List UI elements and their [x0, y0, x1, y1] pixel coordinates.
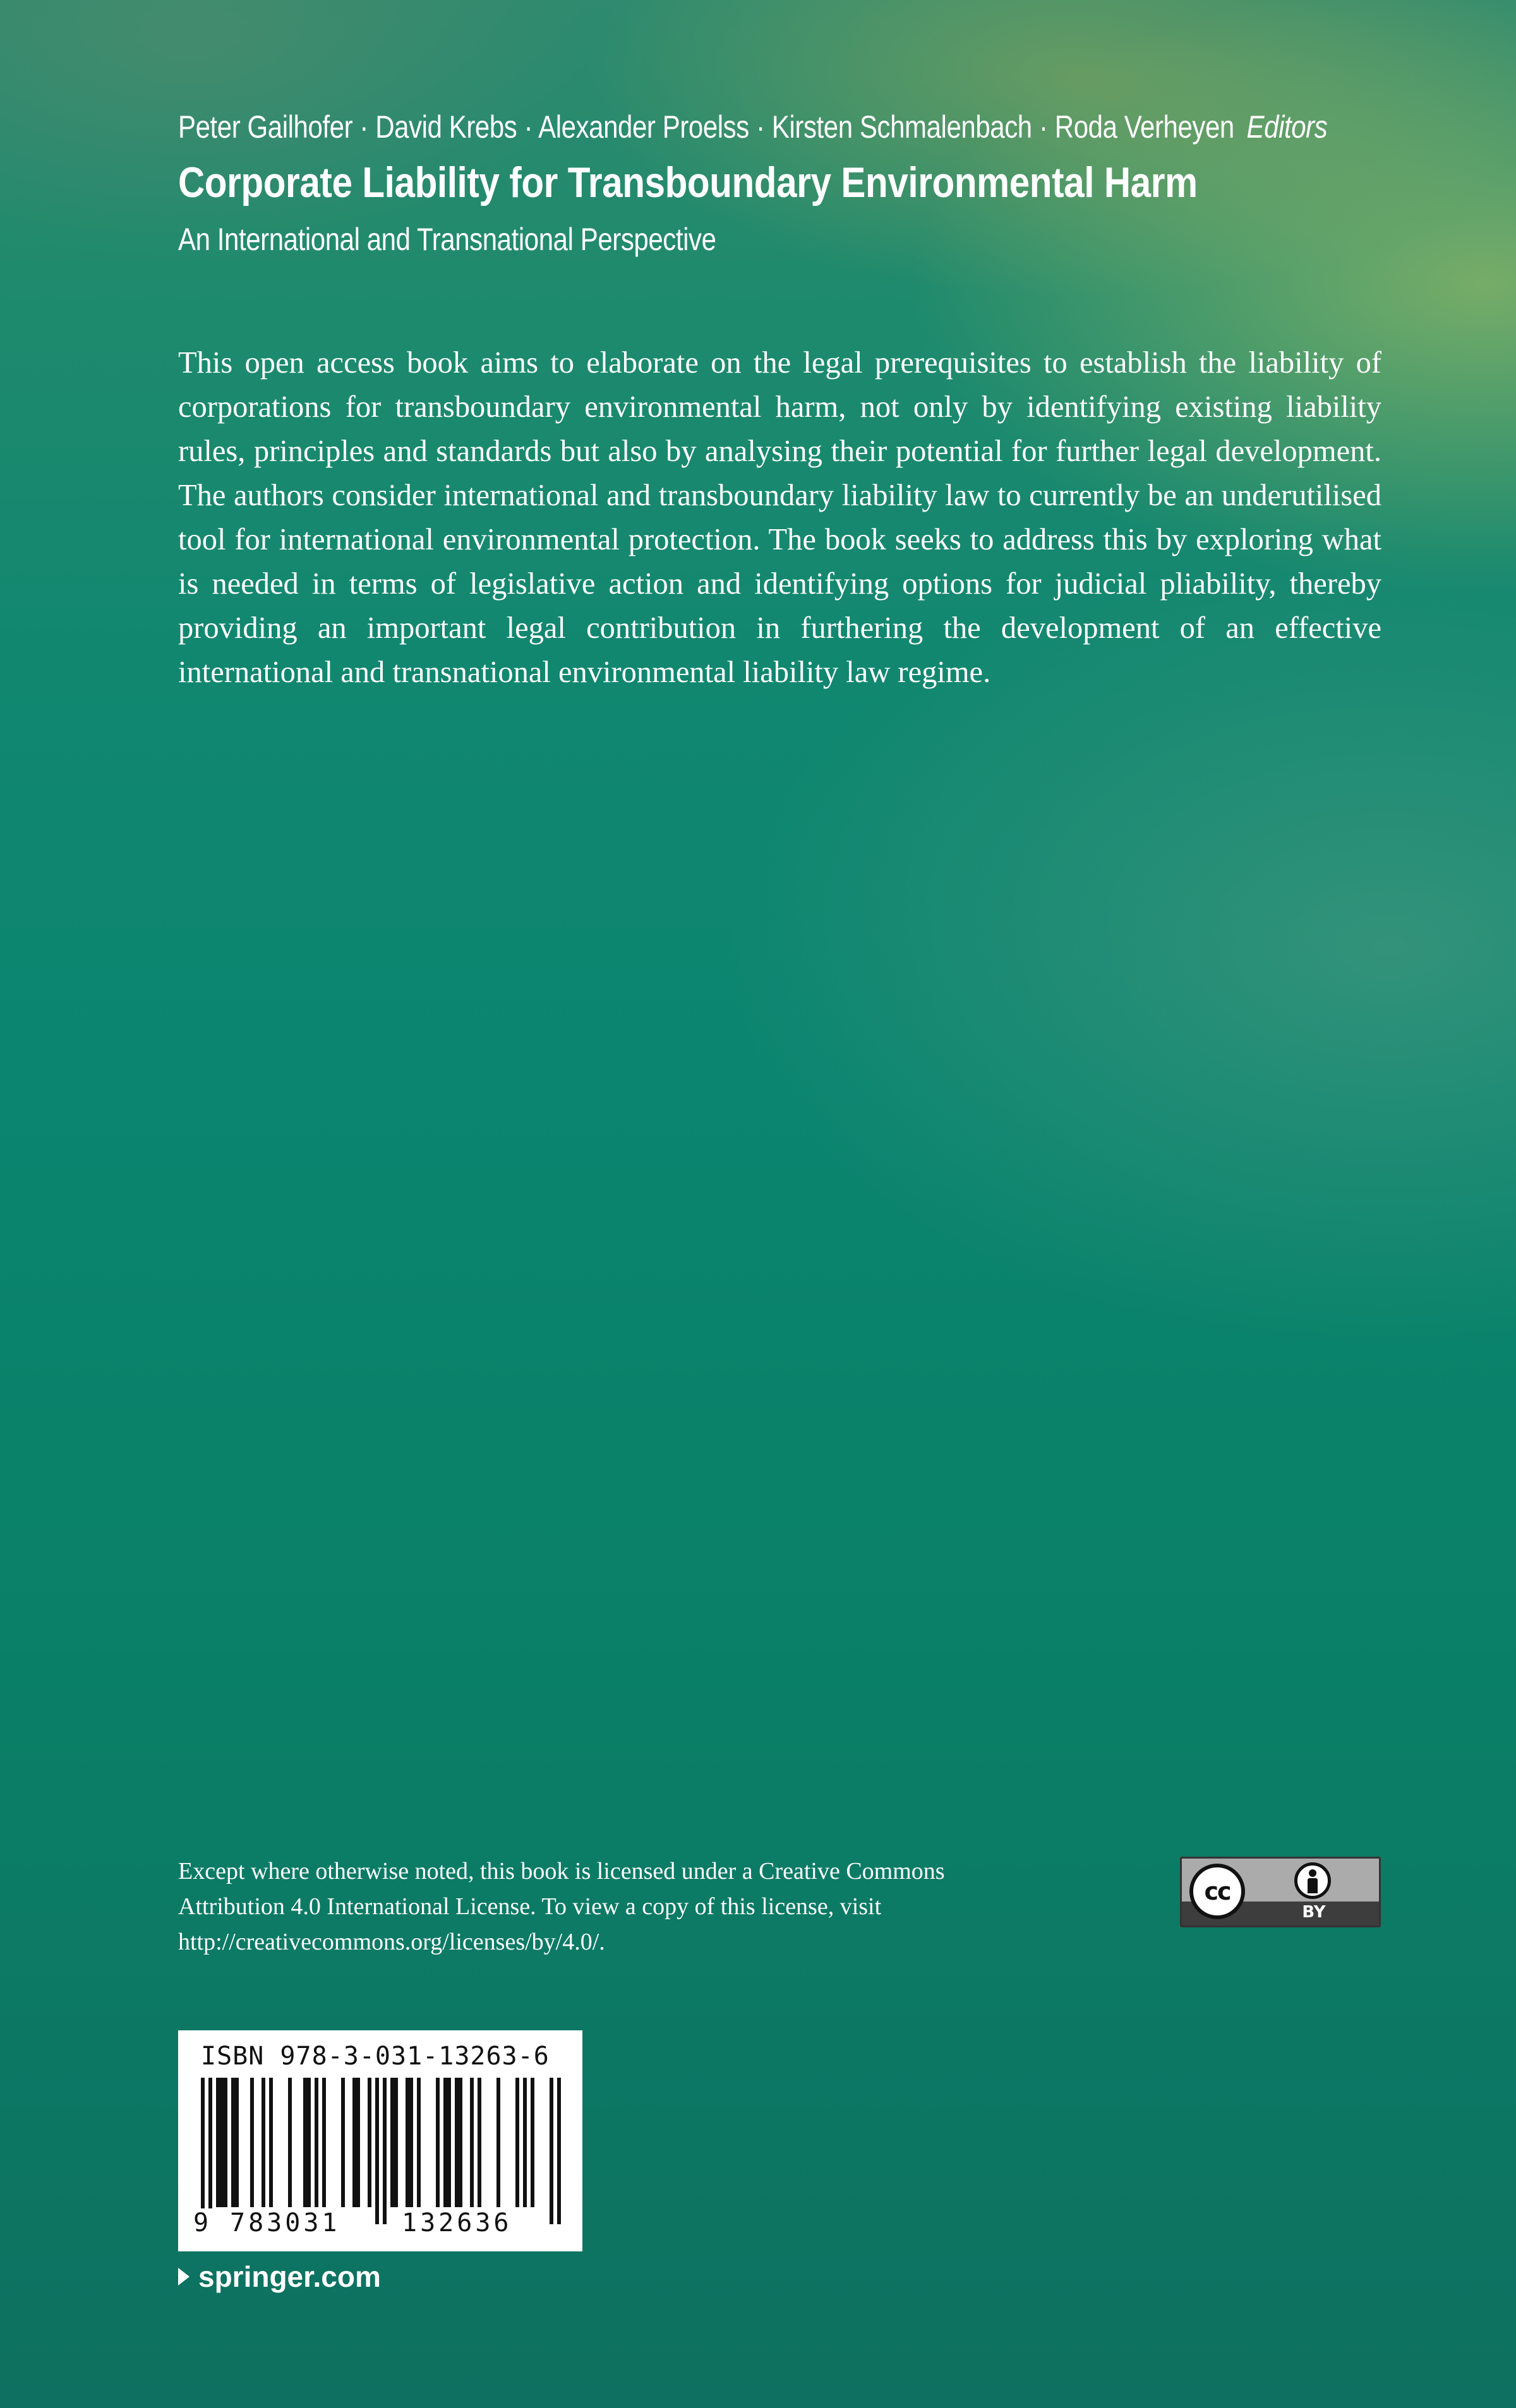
- barcode-bar: [478, 2078, 481, 2207]
- barcode-bar: [436, 2078, 440, 2207]
- barcode-bar: [303, 2078, 307, 2207]
- isbn-digits-right: 132636: [402, 2208, 512, 2237]
- barcode-bar: [455, 2078, 459, 2207]
- barcode-bar: [250, 2078, 254, 2207]
- isbn-barcode-block: [178, 2030, 582, 2251]
- barcode-bar: [443, 2078, 447, 2207]
- barcode-bar: [224, 2078, 227, 2207]
- book-description: This open access book aims to elaborate on the legal prerequisites to establish the liability of corporations for transboundary environmental harm, not only by identifying existing liability rules, principles and standards but also by analysing their potential for further legal development. The authors consider international and transboundary liability law to currently be an underutilised tool for international environmental protection. The book seeks to address this by exploring what is needed in terms of legislative action and identifying options for judicial pliability, thereby providing an important legal contribution in furthering the development of an effective international and transnational environmental liability law regime.: [178, 346, 1381, 689]
- barcode-bar: [262, 2078, 265, 2207]
- barcode-bar: [356, 2078, 360, 2207]
- barcode-bar: [406, 2078, 409, 2207]
- barcode-bar: [394, 2078, 398, 2207]
- attribution-person-icon: [1294, 1862, 1331, 1899]
- barcode-bar: [269, 2078, 273, 2207]
- isbn-label: ISBN 978-3-031-13263-6: [201, 2042, 550, 2071]
- editors-role: Editors: [1246, 109, 1328, 145]
- editors-line: [178, 109, 1328, 145]
- barcode-bar: [288, 2078, 292, 2207]
- cc-icon-label: cc: [1204, 1878, 1230, 1905]
- barcode-bar: [557, 2078, 561, 2224]
- book-title: Corporate Liability for Transboundary Environmental Harm: [178, 159, 1198, 207]
- person-head-shape: [1309, 1869, 1316, 1877]
- barcode-bar: [322, 2078, 326, 2207]
- publisher-link[interactable]: [178, 2260, 381, 2294]
- barcode-bar: [550, 2078, 553, 2224]
- barcode-bar: [523, 2078, 527, 2207]
- barcode-bar: [208, 2078, 212, 2224]
- editors-names: Peter Gailhofer · David Krebs · Alexander Proelss · Kirsten Schmalenbach · Roda Verheyen: [178, 109, 1234, 145]
- publisher-link-label: springer.com: [198, 2260, 381, 2293]
- person-body-shape: [1308, 1878, 1318, 1893]
- barcode-bar: [515, 2078, 519, 2207]
- license-notice: Except where otherwise noted, this book is licensed under a Creative Commons Attribution 4.0 International License. To view a copy of this license, visit http://creativecommons.org/licenses/by/4.0/.: [178, 1858, 945, 1955]
- barcode-bar: [315, 2078, 318, 2207]
- barcode-bar: [368, 2078, 371, 2207]
- barcode-bar: [201, 2078, 205, 2224]
- barcode-bar: [375, 2078, 379, 2224]
- cc-icon: [1189, 1864, 1245, 1919]
- barcode-bar: [459, 2078, 462, 2207]
- barcode-bar: [470, 2078, 474, 2207]
- barcode-bar: [447, 2078, 451, 2207]
- barcode-bar: [352, 2078, 356, 2207]
- barcode-bar: [496, 2078, 500, 2207]
- arrow-right-icon: [178, 2268, 190, 2285]
- barcode-bar: [216, 2078, 220, 2207]
- book-subtitle: An International and Transnational Perspective: [178, 222, 716, 257]
- isbn-digit-first: 9: [193, 2208, 212, 2237]
- barcode-bar: [235, 2078, 239, 2207]
- barcode-bar: [220, 2078, 224, 2207]
- barcode-bar: [231, 2078, 235, 2207]
- barcode-icon: [191, 2078, 570, 2226]
- barcode-bar: [307, 2078, 311, 2207]
- cc-by-license-badge: [1180, 1857, 1381, 1927]
- barcode-bar: [383, 2078, 387, 2224]
- isbn-digits-left: 783031: [230, 2208, 340, 2237]
- barcode-bar: [341, 2078, 345, 2207]
- barcode-bar: [390, 2078, 394, 2207]
- by-label: BY: [1302, 1903, 1326, 1922]
- barcode-bar: [409, 2078, 413, 2207]
- barcode-bar: [417, 2078, 421, 2207]
- barcode-bar: [531, 2078, 534, 2207]
